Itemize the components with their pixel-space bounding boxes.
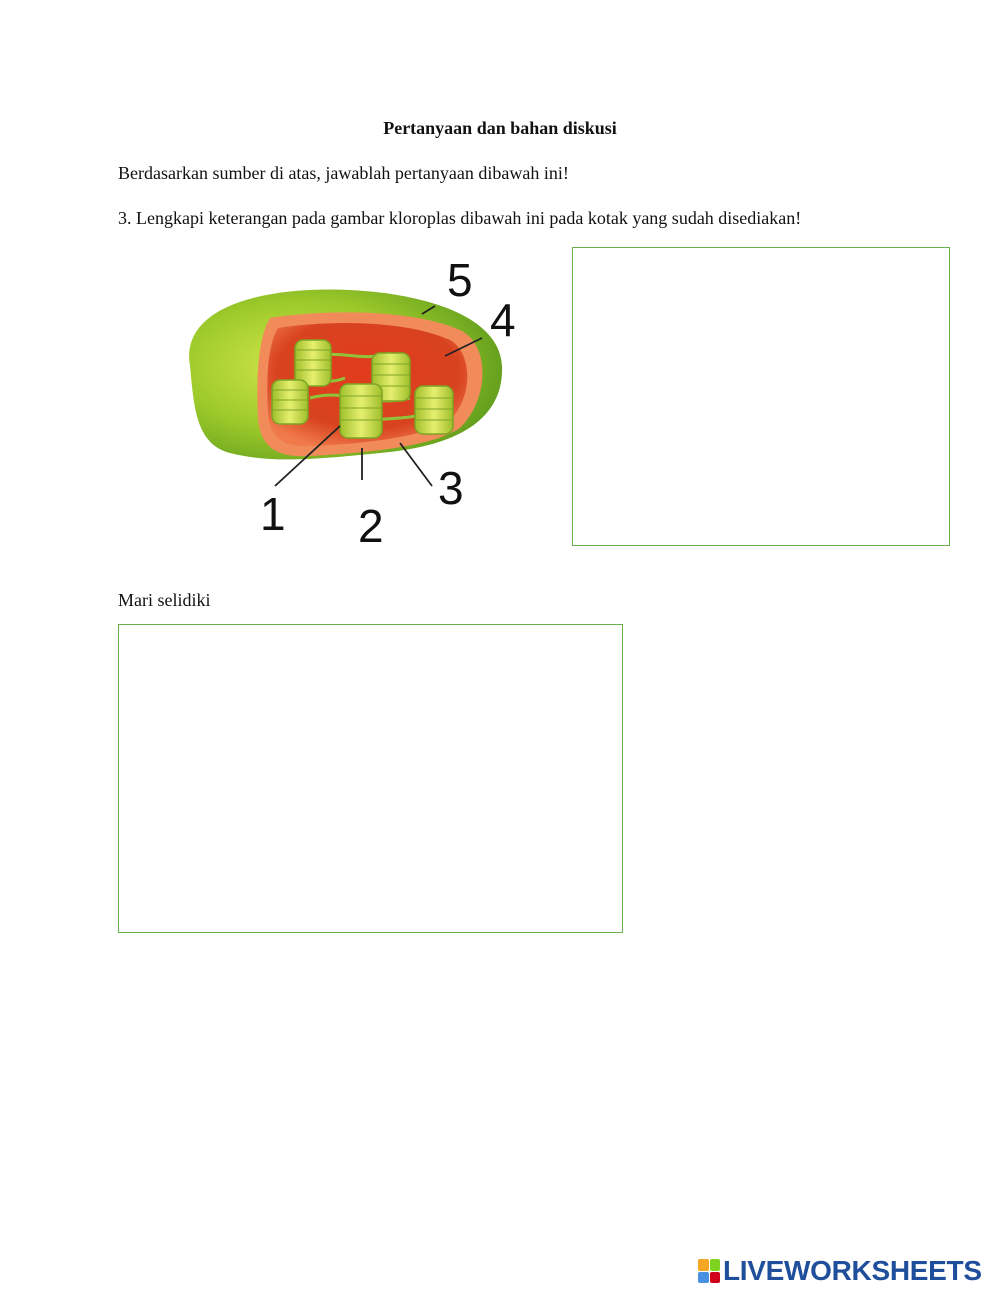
logo-text: LIVEWORKSHEETS	[723, 1255, 982, 1286]
label-2: 2	[358, 500, 384, 548]
logo-icon	[698, 1259, 720, 1283]
section-label: Mari selidiki	[118, 590, 211, 610]
chloroplast-diagram	[160, 248, 560, 548]
liveworksheets-logo	[698, 1255, 982, 1287]
label-4: 4	[490, 294, 516, 346]
label-3: 3	[438, 462, 464, 514]
label-5: 5	[447, 254, 473, 306]
page-title: Pertanyaan dan bahan diskusi	[383, 118, 617, 138]
label-1: 1	[260, 488, 286, 540]
question-3-text: 3. Lengkapi keterangan pada gambar kloroplas dibawah ini pada kotak yang sudah disediakan!	[118, 208, 802, 228]
instruction-text: Berdasarkan sumber di atas, jawablah pertanyaan dibawah ini!	[118, 163, 569, 183]
answer-box-labels[interactable]	[572, 247, 950, 546]
answer-box-investigate[interactable]	[118, 624, 623, 933]
